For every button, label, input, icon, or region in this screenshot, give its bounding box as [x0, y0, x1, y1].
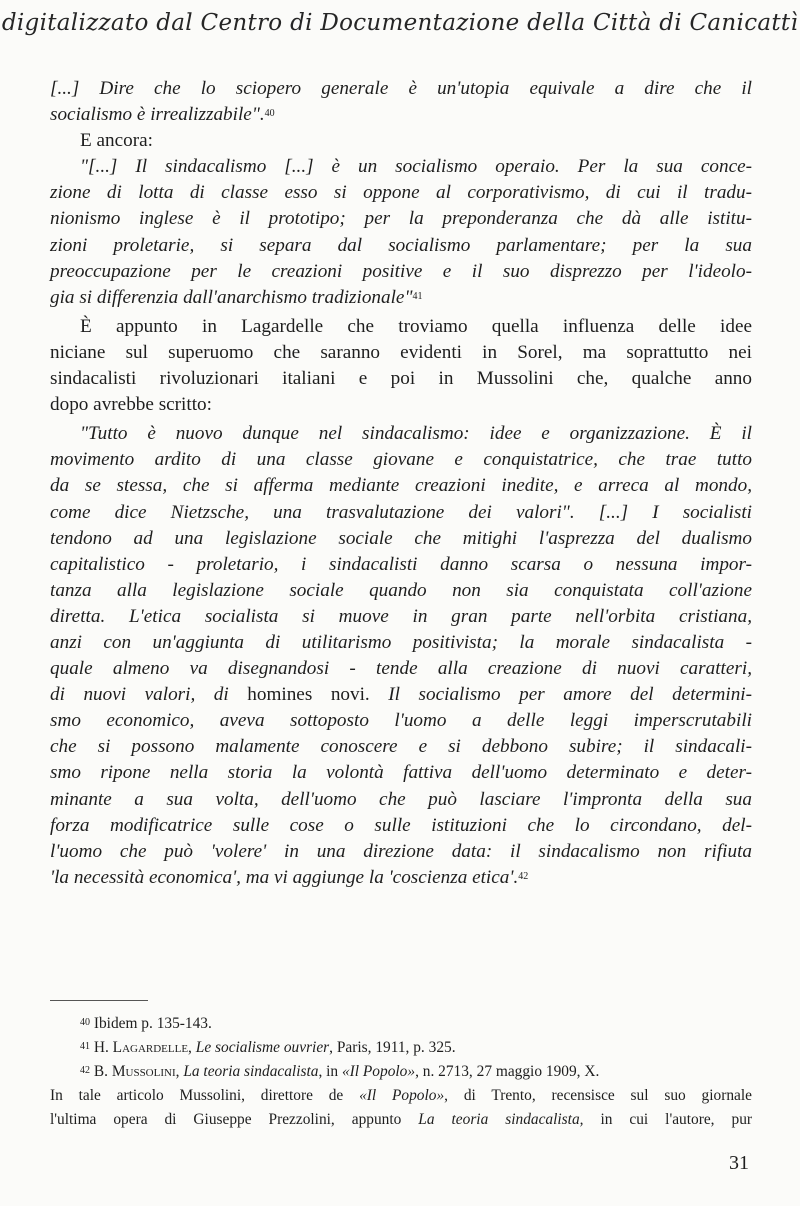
footnote-42-cont: In tale articolo Mussolini, direttore de «Il Popolo», di Trento, recensisce sul suo giornale [50, 1087, 752, 1104]
footnote-41: $^{41}$ H. Lagardelle, Le socialisme ouvrier, Paris, 1911, p. 325. [80, 1039, 456, 1056]
text-line: dopo avrebbe scritto: [50, 394, 212, 416]
text-line: forza modificatrice sulle cose o sulle istituzioni che lo circondano, del- [50, 814, 752, 836]
text-line: l'uomo che può 'volere' in una direzione data: il sindacalismo non rifiuta [50, 840, 752, 862]
text-line: 'la necessità economica', ma vi aggiunge la 'coscienza etica'.$^{42}$ [50, 866, 529, 888]
main-text [50, 76, 752, 891]
footnote-ref-42[interactable]: 42 [518, 870, 529, 882]
text-line: gia si differenzia dall'anarchismo tradizionale"$^{41}$ [50, 286, 423, 308]
text-line: come dice Nietzsche, una trasvalutazione dei valori". [...] I socialisti [50, 501, 752, 523]
text-line: smo economico, aveva sottoposto l'uomo a delle leggi imperscrutabili [50, 710, 752, 732]
text-line: preoccupazione per le creazioni positive e il suo disprezzo per l'ideolo- [50, 260, 752, 282]
text-line: capitalistico - proletario, i sindacalisti danno scarsa o nessuna impor- [50, 553, 752, 575]
text-line: zione di lotta di classe esso si oppone al corporativismo, di cui il tradu- [50, 182, 752, 204]
footnote-42-cont: l'ultima opera di Giuseppe Prezzolini, appunto La teoria sindacalista, in cui l'autore, pur [50, 1111, 753, 1128]
text-line: E ancora: [80, 130, 153, 152]
page-number: 31 [729, 1152, 749, 1174]
text-line: nionismo inglese è il prototipo; per la preponderanza che dà alle istitu- [50, 208, 752, 230]
text-line: socialismo è irrealizzabile".$^{40}$ [50, 104, 275, 126]
text-line: che si possono malamente conoscere e si debbono subire; il sindacali- [50, 736, 752, 758]
text-line: tanza alla legislazione sociale quando non sia conquistata coll'azione [50, 579, 752, 601]
text-line: da se stessa, che si afferma mediante creazioni inedite, e arreca al mondo, [50, 475, 752, 497]
text-line: zioni proletarie, si separa dal socialismo parlamentare; per la sua [50, 234, 752, 256]
text-line: di nuovi valori, di homines novi. Il socialismo per amore del determini- [50, 684, 753, 706]
text-line: quale almeno va disegnandosi - tende alla creazione di nuovi caratteri, [50, 658, 752, 680]
text-line: tendono ad una legislazione sociale che mitighi l'asprezza del dualismo [50, 527, 752, 549]
text-line: sindacalisti rivoluzionari italiani e poi in Mussolini che, qualche anno [50, 368, 752, 390]
text-line: anzi con un'aggiunta di utilitarismo positivista; la morale sindacalista - [50, 631, 752, 653]
text-line: [...] Dire che lo sciopero generale è un'utopia equivale a dire che il [50, 78, 752, 99]
text-line: niciane sul superuomo che saranno evidenti in Sorel, ma soprattutto nei [50, 341, 752, 363]
text-line: "Tutto è nuovo dunque nel sindacalismo: idee e organizzazione. È il [80, 423, 752, 445]
text-line: minante a sua volta, dell'uomo che può lasciare l'impronta della sua [50, 788, 752, 810]
text-line: È appunto in Lagardelle che troviamo quella influenza delle idee [80, 315, 752, 337]
footnote-42: $^{42}$ B. Mussolini, La teoria sindacalista, in «Il Popolo», n. 2713, 27 maggio 1909, X. [80, 1063, 600, 1080]
latin-phrase: homines novi. [247, 684, 370, 706]
footnote-ref-41[interactable]: 41 [412, 290, 423, 302]
text-line: "[...] Il sindacalismo [...] è un socialismo operaio. Per la sua conce- [80, 156, 752, 178]
footnote-ref-40[interactable]: 40 [264, 108, 275, 120]
footnote-divider [50, 1000, 148, 1001]
digitization-watermark: digitalizzato dal Centro di Documentazione della Città di Canicattì [1, 10, 799, 36]
text-line: movimento ardito di una classe giovane e conquistatrice, che trae tutto [50, 449, 752, 471]
text-line: diretta. L'etica socialista si muove in gran parte nell'orbita cristiana, [50, 605, 752, 627]
footnotes [50, 1012, 752, 1132]
footnote-40: $^{40}$ Ibidem p. 135-143. [80, 1015, 212, 1032]
text-line: smo ripone nella storia la volontà fattiva dell'uomo determinato e deter- [50, 762, 752, 784]
